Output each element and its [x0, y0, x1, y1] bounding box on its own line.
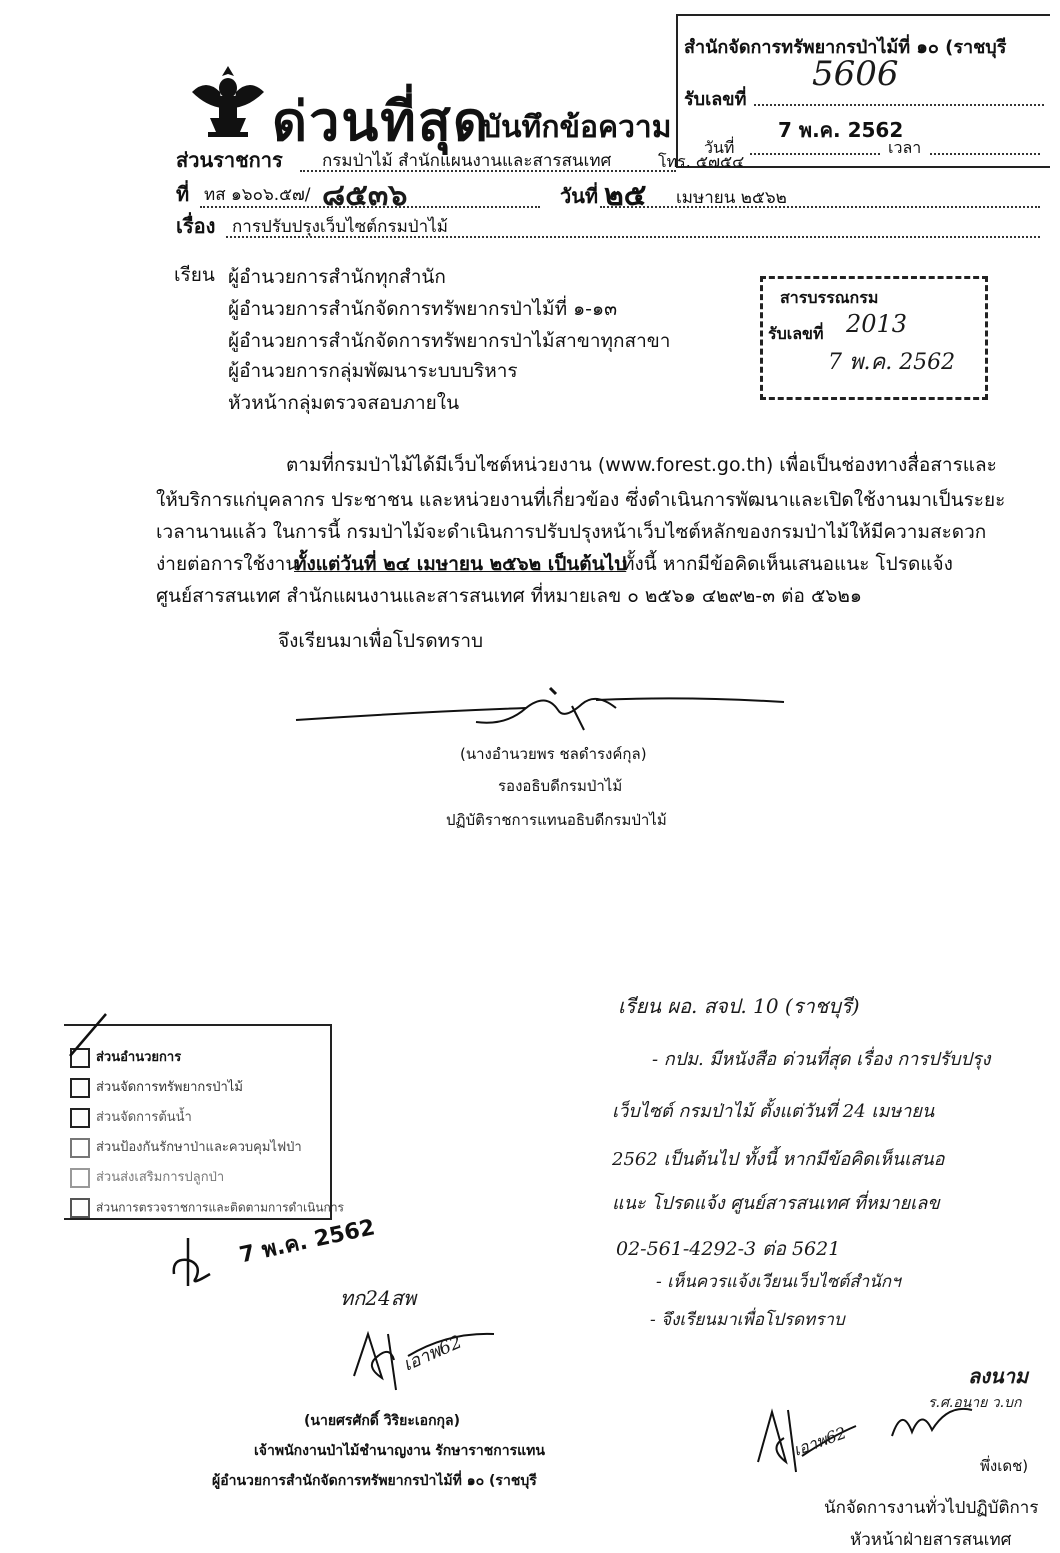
- subject-dots: [226, 236, 1040, 238]
- main-signer-name: (นางอำนวยพร ชลดำรงค์กุล): [460, 745, 647, 763]
- doc-number-value: ทส ๑๖๐๖.๕๗/: [204, 185, 311, 205]
- addressee-line: ผู้อำนวยการสำนักจัดการทรัพยากรป่าไม้สาขาทุกสาขา: [228, 330, 671, 352]
- left-signer-position: เจ้าพนักงานป่าไม้ชำนาญงาน รักษาราชการแทน: [254, 1443, 545, 1459]
- addressee-line: หัวหน้ากลุ่มตรวจสอบภายใน: [228, 392, 460, 414]
- handnote-line: - จึงเรียนมาเพื่อโปรดทราบ: [650, 1310, 845, 1330]
- date-dots: [600, 206, 1040, 208]
- main-signer-acting: ปฏิบัติราชการแทนอธิบดีกรมป่าไม้: [446, 811, 667, 829]
- left-signer-name: (นายศรศักดิ์ วิริยะเอกกุล): [304, 1413, 460, 1429]
- agency-label: ส่วนราชการ: [176, 148, 283, 172]
- routing-initial-icon: [170, 1234, 216, 1290]
- body-line: เวลานานแล้ว ในการนี้ กรมป่าไม้จะดำเนินการปรับปรุงหน้าเว็บไซต์หลักของกรมป่าไม้ให้มีความสะดวก: [156, 521, 987, 543]
- checkbox-icon: [70, 1108, 90, 1128]
- stamp-receive-dots: [754, 104, 1044, 106]
- body-line: ง่ายต่อการใช้งาน: [156, 553, 299, 575]
- doc-number-hand: ๘๕๓๖: [322, 178, 408, 213]
- addressee-line: ผู้อำนวยการสำนักทุกสำนัก: [228, 266, 446, 288]
- handnote-line: 02-561-4292-3 ต่อ 5621: [616, 1238, 841, 1260]
- left-signer-office: ผู้อำนวยการสำนักจัดการทรัพยากรป่าไม้ที่ ๑๐ (ราชบุรี: [212, 1473, 537, 1489]
- routing-item: ส่วนอำนวยการ: [70, 1046, 181, 1068]
- body-underlined-phrase: ทั้งแต่วันที่ ๒๔ เมษายน ๒๕๖๒ เป็นต้นไป: [294, 553, 627, 575]
- right-signer-position2: หัวหน้าฝ่ายสารสนเทศ: [850, 1530, 1012, 1550]
- addressee-label: เรียน: [174, 264, 215, 286]
- handnote-sign-tail: ลงนาม: [968, 1364, 1029, 1388]
- subject-label: เรื่อง: [176, 214, 216, 238]
- routing-item: ส่วนส่งเสริมการปลูกป่า: [70, 1166, 224, 1188]
- addressee-line: ผู้อำนวยการกลุ่มพัฒนาระบบบริหาร: [228, 360, 518, 382]
- stamp-mid-receive-label: รับเลขที่: [768, 324, 824, 343]
- handnote-note-tail: ร.ศ.อนาย ว.บก: [928, 1395, 1022, 1411]
- main-signer-position: รองอธิบดีกรมป่าไม้: [498, 777, 623, 795]
- handnote-line: เรียน ผอ. สจป. 10 (ราชบุรี): [618, 994, 860, 1018]
- agency-value: กรมป่าไม้ สำนักแผนงานและสารสนเทศ: [322, 151, 612, 171]
- right-signer-name: พึ่งเดช): [980, 1457, 1029, 1475]
- stamp-mid-receive-no: 2013: [846, 310, 908, 338]
- handnote-line: - เห็นควรแจ้งเวียนเว็บไซต์สำนักฯ: [656, 1272, 901, 1292]
- right-signer-position: นักจัดการงานทั่วไปปฏิบัติการ: [824, 1498, 1039, 1518]
- body-line: ตามที่กรมป่าไม้ได้มีเว็บไซต์หน่วยงาน (www.forest.go.th) เพื่อเป็นช่องทางสื่อสารและ: [286, 454, 997, 476]
- stamp-date-dots: [750, 153, 880, 155]
- stamp-receive-label: รับเลขที่: [684, 89, 747, 110]
- routing-item: ส่วนป้องกันรักษาป่าและควบคุมไฟป่า: [70, 1136, 302, 1158]
- stamp-date-label: วันที่: [704, 138, 735, 157]
- right-sign-date: เอาพ62: [790, 1423, 849, 1460]
- agency-phone: โทร. ๕๗๕๔: [658, 152, 745, 171]
- stamp-office: สำนักจัดการทรัพยากรป่าไม้ที่ ๑๐ (ราชบุรี: [684, 37, 1007, 58]
- handnote-line: แนะ โปรดแจ้ง ศูนย์สารสนเทศ ที่หมายเลข: [612, 1193, 940, 1214]
- routing-item: ส่วนจัดการทรัพยากรป่าไม้: [70, 1076, 243, 1098]
- checkbox-icon: [70, 1168, 90, 1188]
- stamp-receive-no: 5606: [812, 54, 899, 94]
- stamp-mid-date: 7 พ.ค. 2562: [828, 350, 956, 375]
- handnote-line: - กปม. มีหนังสือ ด่วนที่สุด เรื่อง การปรับปรุง: [652, 1049, 991, 1070]
- memo-title: บันทึกข้อความ: [482, 110, 672, 145]
- main-signature-icon: [296, 682, 786, 742]
- addressee-line: ผู้อำนวยการสำนักจัดการทรัพยากรป่าไม้ที่ ๑-๑๓: [228, 298, 618, 320]
- routing-item: ส่วนการตรวจราชการและติดตามการดำเนินการ: [70, 1198, 344, 1218]
- check-mark-icon: [62, 1010, 112, 1062]
- body-line: ศูนย์สารสนเทศ สำนักแผนงานและสารสนเทศ ที่หมายเลข ๐ ๒๕๖๑ ๔๒๙๒-๓ ต่อ ๕๖๒๑: [156, 585, 862, 607]
- closing-line: จึงเรียนมาเพื่อโปรดทราบ: [278, 630, 484, 652]
- routing-ref-note: ทก24สพ: [340, 1286, 417, 1310]
- doc-number-label: ที่: [176, 182, 190, 206]
- stamp-time-label: เวลา: [888, 138, 922, 157]
- subject-value: การปรับปรุงเว็บไซต์กรมป่าไม้: [232, 217, 448, 237]
- body-line: ให้บริการแก่บุคลากร ประชาชน และหน่วยงานที่เกี่ยวข้อง ซึ่งดำเนินการพัฒนาและเปิดใช้งานมาเป็นระยะ: [156, 489, 1006, 511]
- date-label: วันที่: [560, 184, 599, 208]
- checkbox-icon: [70, 1078, 90, 1098]
- stamp-date-value: 7 พ.ค. 2562: [778, 118, 904, 142]
- number-dots: [200, 206, 540, 208]
- stamp-mid-title: สารบรรณกรม: [780, 288, 879, 307]
- urgency-title: ด่วนที่สุด: [272, 89, 490, 153]
- date-day: ๒๕: [604, 178, 647, 213]
- handnote-line: เว็บไซต์ กรมป่าไม้ ตั้งแต่วันที่ 24 เมษายน: [612, 1101, 935, 1122]
- body-line: ทั้งนี้ หากมีข้อคิดเห็นเสนอแนะ โปรดแจ้ง: [622, 553, 953, 575]
- handnote-line: 2562 เป็นต้นไป ทั้งนี้ หากมีข้อคิดเห็นเสนอ: [612, 1149, 945, 1170]
- routing-date-stamp: 7 พ.ค. 2562: [237, 1215, 378, 1269]
- left-sign-date: เอาพ62: [400, 1331, 466, 1376]
- stamp-time-dots: [930, 153, 1040, 155]
- right-signature-icon: [752, 1396, 982, 1476]
- checkbox-icon: [70, 1138, 90, 1158]
- checkbox-icon: [70, 1198, 90, 1218]
- date-month-year: เมษายน ๒๕๖๒: [676, 188, 787, 208]
- routing-item: ส่วนจัดการต้นน้ำ: [70, 1106, 192, 1128]
- garuda-emblem-icon: [188, 62, 268, 140]
